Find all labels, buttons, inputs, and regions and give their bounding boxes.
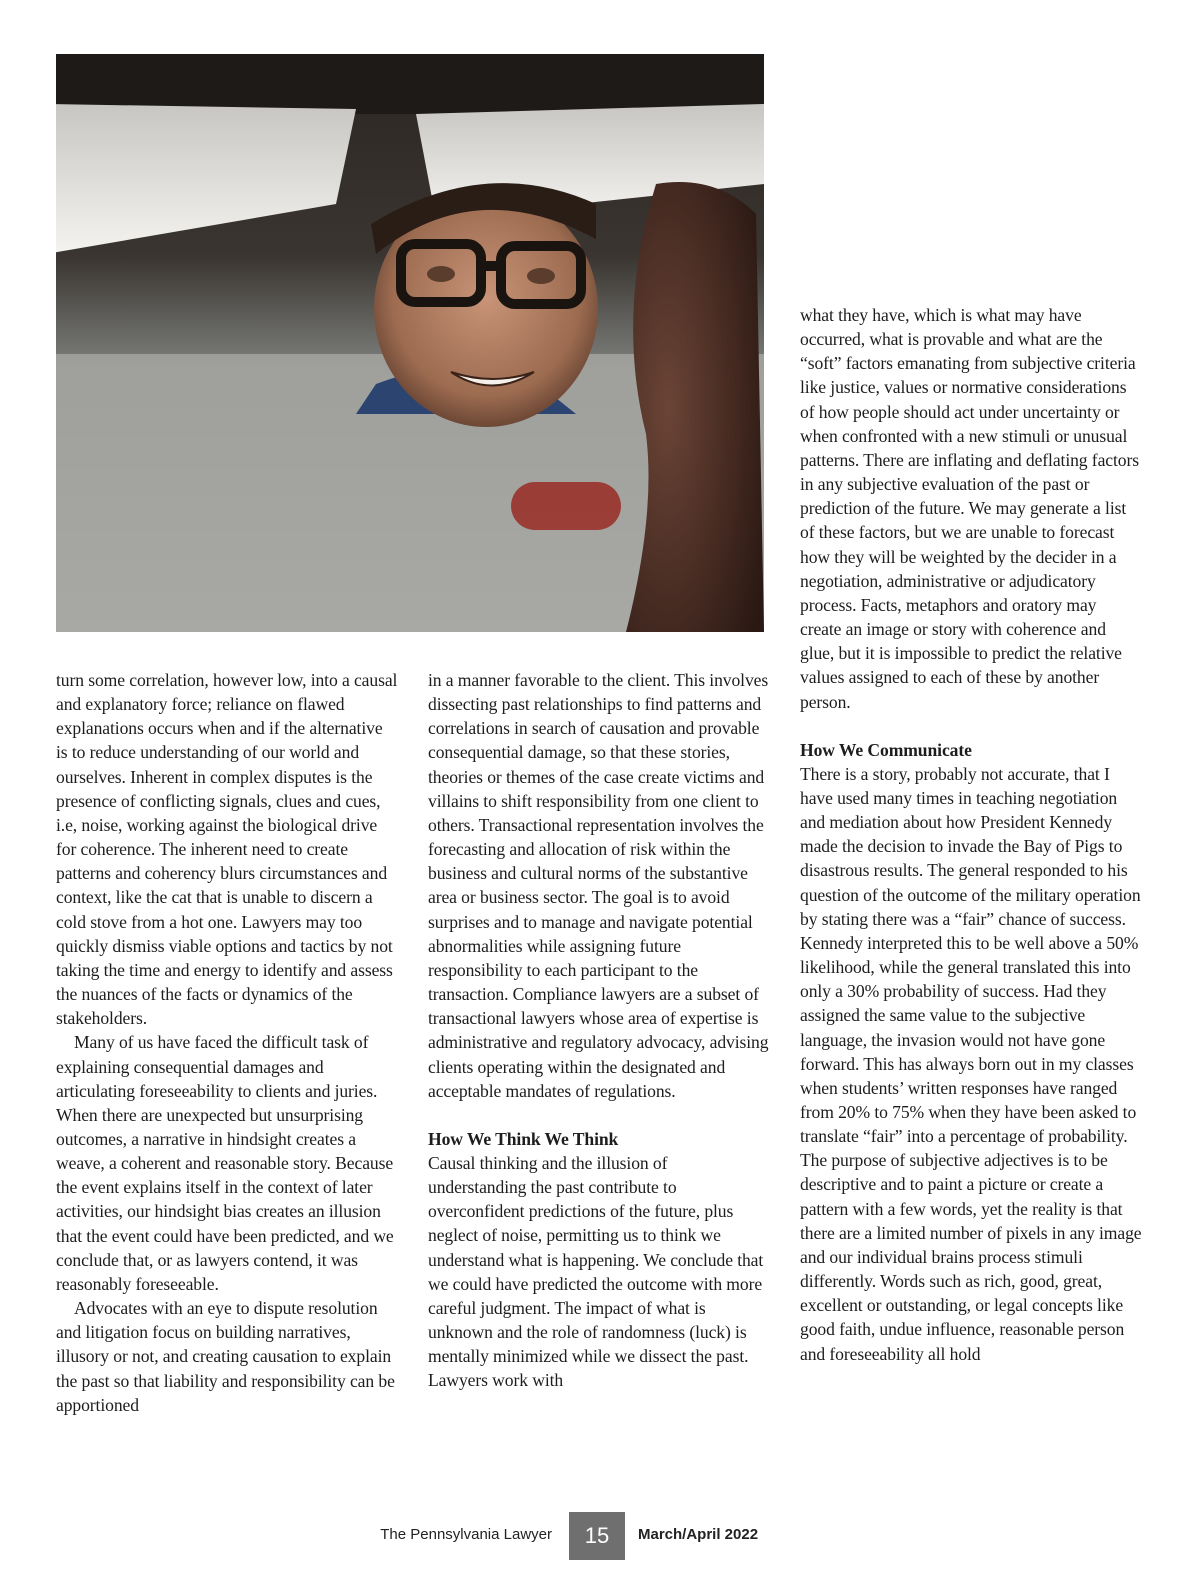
issue-date: March/April 2022: [638, 1526, 759, 1543]
column-3-paragraph-2: There is a story, probably not accurate, that I have used many times in teaching negotiation and mediation about how President Kennedy made the decision to invade the Bay of Pigs to disastrous results. The general responded to his question of the outcome of the military operation by stating there was a “fair” chance of success. Kennedy interpreted this to be well above a 50% likelihood, while the general translated this into only a 30% probability of success. Had they assigned the same value to the subjective language, the invasion would not have gone forward. This has always born out in my classes when students’ written responses have ranged from 20% to 75% when they have been asked to translate “fair” into a percentage of probability. The purpose of subjective adjectives is to be descriptive and to paint a picture or create a pattern with a few words, yet the reality is that there are a limited number of pixels in any image and our individual brains process stimuli differently. Words such as rich, good, great, excellent or outstanding, or legal concepts like good faith, undue influence, reasonable person and foreseeability all hold: [800, 763, 1142, 1364]
article-photo: [56, 54, 764, 632]
column-2-paragraph-1: in a manner favorable to the client. This involves dissecting past relationships to find patterns and correlations in search of causation and provable consequential damage, so that these stories, theories or themes of the case create victims and villains to shift responsibility from one client to others. Transactional representation involves the forecasting and allocation of risk within the business and cultural norms of the substantive area or business sector. The goal is to avoid surprises and to manage and navigate potential abnormalities while assigning future responsibility to each participant to the transaction. Compliance lawyers are a subset of transactional lawyers whose area of expertise is administrative and regulatory advocacy, advising clients operating within the designated and acceptable mandates of regulations.: [428, 670, 769, 1101]
mirror-portrait-photo: [56, 54, 764, 632]
page-footer: [0, 1512, 1200, 1560]
publication-name: The Pennsylvania Lawyer: [380, 1526, 552, 1543]
paragraph-gap: [428, 1103, 770, 1127]
column-1-paragraph-2: Many of us have faced the difficult task of explaining consequential damages and articulating foreseeability to clients and juries. When there are unexpected but unsurprising outcomes, a narrative in hindsight creates a weave, a coherent and reasonable story. Because the event explains itself in the context of later activities, our hindsight bias creates an illusion that the event could have been predicted, and we conclude that, or as lawyers contend, it was reasonably foreseeable.: [56, 1032, 394, 1294]
article-column-1: [56, 668, 398, 1417]
article-column-2: [428, 668, 770, 1393]
column-1-paragraph-1: turn some correlation, however low, into a causal and explanatory force; reliance on flawed explanations occurs when and if the alternative is to reduce understanding of our world and ourselves. Inherent in complex disputes is the presence of conflicting signals, clues and cues, i.e, noise, working against the biological drive for coherence. The inherent need to create patterns and coherency blurs circumstances and context, like the cat that is unable to discern a cold stove from a hot one. Lawyers may too quickly dismiss viable options and tactics by not taking the time and energy to identify and assess the nuances of the facts or dynamics of the stakeholders.: [56, 670, 398, 1029]
column-2-paragraph-2: Causal thinking and the illusion of understanding the past contribute to overconfident predictions of the future, plus neglect of noise, permitting us to think we understand what is happening. We conclude that we could have predicted the outcome with more careful judgment. The impact of what is unknown and the role of randomness (luck) is mentally minimized while we dissect the past. Lawyers work with: [428, 1152, 764, 1391]
article-column-3: [800, 303, 1142, 1366]
paragraph-gap: [800, 714, 1142, 738]
column-3-paragraph-1: what they have, which is what may have occurred, what is provable and what are the “soft” factors emanating from subjective criteria like justice, values or normative considerations of how people should act under uncertainty or when confronted with a new stimuli or unusual patterns. There are inflating and deflating factors in any subjective evaluation of the past or prediction of the future. We may generate a list of these factors, but we are unable to forecast how they will be weighted by the decider in a negotiation, administrative or adjudicatory process. Facts, metaphors and oratory may create an image or story with coherence and glue, but it is impossible to predict the relative values assigned to each of these by another person.: [800, 305, 1139, 712]
column-1-paragraph-3: Advocates with an eye to dispute resolution and litigation focus on building narratives, illusory or not, and creating causation to explain the past so that liability and responsibility can be apportioned: [56, 1298, 395, 1415]
section-heading-think: How We Think We Think: [428, 1128, 619, 1149]
section-heading-communicate: How We Communicate: [800, 739, 972, 760]
page-number: 15: [569, 1512, 625, 1560]
